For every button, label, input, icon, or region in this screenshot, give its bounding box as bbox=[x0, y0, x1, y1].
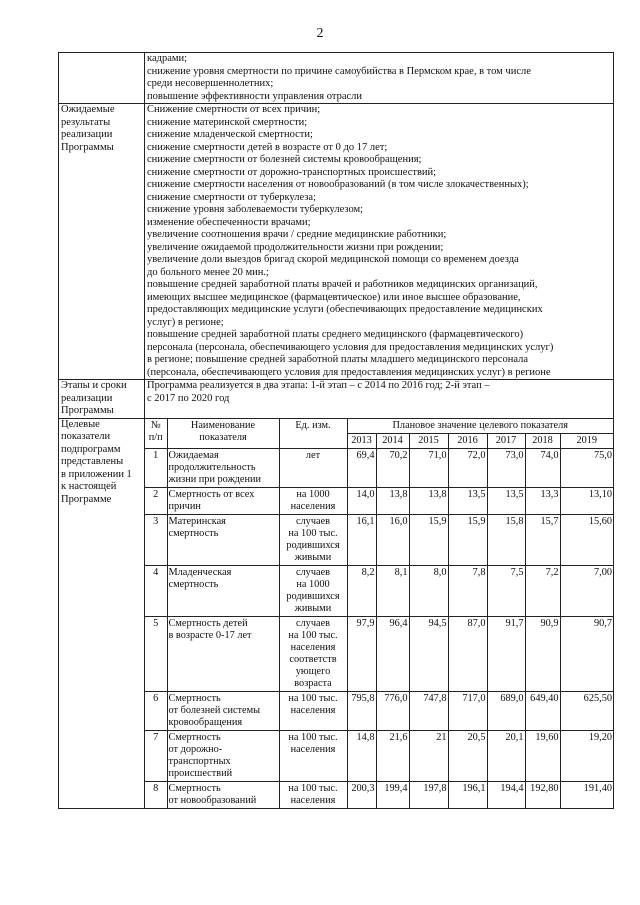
label-line: показатели bbox=[61, 431, 111, 442]
header-name-line: Наименование bbox=[190, 419, 256, 431]
target-value: 7,8 bbox=[448, 565, 487, 616]
target-value: 21 bbox=[409, 730, 448, 781]
target-value: 97,9 bbox=[347, 616, 376, 691]
target-value: 74,0 bbox=[525, 448, 560, 487]
row-number: 3 bbox=[145, 514, 167, 565]
target-value: 14,0 bbox=[347, 487, 376, 514]
target-value: 13,3 bbox=[525, 487, 560, 514]
label-line: Этапы и сроки bbox=[61, 380, 127, 391]
indicator-name-line: Смертность bbox=[168, 782, 221, 794]
expected-results-label bbox=[59, 104, 145, 380]
indicator-name bbox=[167, 730, 279, 781]
unit-line: населения bbox=[290, 794, 336, 806]
unit-of-measure bbox=[279, 616, 347, 691]
unit-line: на 100 тыс. bbox=[288, 527, 338, 539]
header-year: 2014 bbox=[376, 433, 409, 448]
stages-text bbox=[145, 380, 614, 419]
target-value: 21,6 bbox=[376, 730, 409, 781]
row-number: 8 bbox=[145, 781, 167, 808]
header-year: 2015 bbox=[409, 433, 448, 448]
target-value: 15,9 bbox=[409, 514, 448, 565]
header-year: 2013 bbox=[347, 433, 376, 448]
target-value: 13,5 bbox=[487, 487, 525, 514]
unit-line: населения bbox=[290, 500, 336, 512]
indicator-name-line: смертность bbox=[168, 578, 219, 590]
target-value: 625,50 bbox=[560, 691, 613, 730]
target-value: 19,60 bbox=[525, 730, 560, 781]
target-value: 72,0 bbox=[448, 448, 487, 487]
text-line: кадрами; bbox=[147, 53, 188, 64]
indicator-name bbox=[167, 448, 279, 487]
indicator-name-line: транспортных bbox=[168, 755, 231, 767]
target-value: 20,1 bbox=[487, 730, 525, 781]
target-value: 91,7 bbox=[487, 616, 525, 691]
target-value: 87,0 bbox=[448, 616, 487, 691]
indicator-name bbox=[167, 514, 279, 565]
header-no bbox=[145, 419, 167, 449]
target-value: 19,20 bbox=[560, 730, 613, 781]
unit-line: случаев bbox=[295, 515, 331, 527]
label-line: реализации bbox=[61, 129, 113, 140]
unit-line: населения bbox=[290, 704, 336, 716]
unit-line: родившихся bbox=[286, 590, 340, 602]
target-value: 13,8 bbox=[409, 487, 448, 514]
label-line: подпрограмм bbox=[61, 443, 121, 455]
header-year: 2019 bbox=[560, 433, 613, 448]
header-unit: Ед. изм. bbox=[279, 419, 347, 449]
header-year: 2017 bbox=[487, 433, 525, 448]
indicator-name bbox=[167, 565, 279, 616]
text-line: повышение средней заработной платы врачей и работников медицинских организаций, bbox=[147, 279, 538, 290]
target-value: 795,8 bbox=[347, 691, 376, 730]
indicator-name-line: Младенческая bbox=[168, 566, 232, 578]
unit-line: на 100 тыс. bbox=[288, 629, 338, 641]
header-no-line: № bbox=[150, 419, 161, 431]
unit-line: на 1000 bbox=[296, 488, 330, 500]
unit-line: ующего bbox=[295, 665, 331, 677]
target-value: 16,1 bbox=[347, 514, 376, 565]
label-line: Программе bbox=[61, 493, 112, 505]
indicator-name-line: жизни при рождении bbox=[168, 473, 262, 485]
text-line: снижение младенческой смертности; bbox=[147, 129, 313, 140]
target-value: 192,80 bbox=[525, 781, 560, 808]
unit-line: родившихся bbox=[286, 539, 340, 551]
label-line: к настоящей bbox=[61, 481, 117, 492]
unit-line: случаев bbox=[295, 617, 331, 629]
indicator-name bbox=[167, 616, 279, 691]
target-value: 70,2 bbox=[376, 448, 409, 487]
text-line: снижение смертности от дорожно-транспортных происшествий; bbox=[147, 166, 437, 178]
text-line: снижение смертности населения от новообразований (в том числе злокачественных); bbox=[147, 179, 529, 190]
program-passport-table bbox=[58, 52, 614, 809]
target-value: 73,0 bbox=[487, 448, 525, 487]
text-line: изменение обеспеченности врачами; bbox=[147, 216, 311, 228]
target-value: 75,0 bbox=[560, 448, 613, 487]
indicator-name-line: Ожидаемая bbox=[168, 449, 219, 461]
target-value: 13,8 bbox=[376, 487, 409, 514]
indicator-name-line: Смертность от всех bbox=[168, 488, 255, 500]
header-year: 2016 bbox=[448, 433, 487, 448]
indicator-name bbox=[167, 781, 279, 808]
indicator-name-line: Смертность bbox=[168, 692, 221, 704]
target-value: 20,5 bbox=[448, 730, 487, 781]
stages-label bbox=[59, 380, 145, 419]
text-line: услуг) в регионе; bbox=[147, 316, 224, 328]
label-line: результаты bbox=[61, 116, 111, 128]
unit-line: на 100 тыс. bbox=[288, 782, 338, 794]
label-line: Целевые bbox=[61, 418, 100, 430]
target-value: 776,0 bbox=[376, 691, 409, 730]
text-line: (персонала, обеспечивающего условия для предоставления медицинских услуг) в регионе bbox=[147, 366, 551, 378]
target-value: 71,0 bbox=[409, 448, 448, 487]
text-line: снижение материнской смертности; bbox=[147, 116, 308, 128]
unit-line: живыми bbox=[294, 551, 332, 563]
table-row bbox=[145, 448, 613, 487]
indicator-name-line: от болезней системы bbox=[168, 704, 261, 716]
table-row bbox=[145, 565, 613, 616]
header-year: 2018 bbox=[525, 433, 560, 448]
label-line: реализации bbox=[61, 392, 113, 404]
text-line: снижение смертности детей в возрасте от 0 до 17 лет; bbox=[147, 141, 388, 153]
unit-of-measure bbox=[279, 448, 347, 487]
targets-row bbox=[59, 418, 614, 808]
targets-label bbox=[59, 418, 145, 808]
table-row bbox=[145, 730, 613, 781]
text-line: снижение уровня смертности по причине самоубийства в Пермском крае, в том числе bbox=[147, 65, 531, 77]
row-number: 5 bbox=[145, 616, 167, 691]
text-line: увеличение соотношения врачи / средние медицинские работники; bbox=[147, 229, 447, 240]
table-row bbox=[145, 616, 613, 691]
top-section-label-cell bbox=[59, 53, 145, 104]
target-value: 69,4 bbox=[347, 448, 376, 487]
table-row bbox=[145, 781, 613, 808]
indicator-name-line: смертность bbox=[168, 527, 219, 539]
text-line: снижение смертности от болезней системы кровообращения; bbox=[147, 154, 422, 165]
text-line: имеющих высшее медицинское (фармацевтическое) или иное высшее образование, bbox=[147, 291, 521, 303]
text-line: увеличение ожидаемой продолжительности жизни при рождении; bbox=[147, 241, 444, 253]
unit-of-measure bbox=[279, 487, 347, 514]
target-value: 197,8 bbox=[409, 781, 448, 808]
stages-row bbox=[59, 380, 614, 419]
target-value: 199,4 bbox=[376, 781, 409, 808]
unit-of-measure bbox=[279, 565, 347, 616]
targets-table bbox=[145, 419, 613, 808]
unit-of-measure bbox=[279, 514, 347, 565]
target-value: 8,0 bbox=[409, 565, 448, 616]
label-line: представлены bbox=[61, 456, 124, 467]
text-line: в регионе; повышение средней заработной платы младшего медицинского персонала bbox=[147, 354, 528, 365]
text-line: снижение смертности от туберкулеза; bbox=[147, 191, 316, 203]
text-line: Снижение смертности от всех причин; bbox=[147, 104, 321, 115]
unit-of-measure bbox=[279, 781, 347, 808]
indicator-name-line: продолжительность bbox=[168, 461, 256, 473]
indicator-name-line: Смертность детей bbox=[168, 617, 248, 629]
table-row bbox=[145, 487, 613, 514]
expected-results-row bbox=[59, 104, 614, 380]
unit-of-measure bbox=[279, 730, 347, 781]
target-value: 196,1 bbox=[448, 781, 487, 808]
target-value: 15,60 bbox=[560, 514, 613, 565]
text-line: предоставляющих медицинские услуги (обеспечивающих предоставление медицинских bbox=[147, 304, 543, 315]
targets-table-cell bbox=[145, 418, 614, 808]
unit-line: случаев bbox=[295, 566, 331, 578]
indicator-name-line: Материнская bbox=[168, 515, 226, 527]
unit-line: на 100 тыс. bbox=[288, 731, 338, 743]
target-value: 747,8 bbox=[409, 691, 448, 730]
text-line: снижение уровня заболеваемости туберкулезом; bbox=[147, 204, 364, 215]
label-line: в приложении 1 bbox=[61, 468, 132, 480]
target-value: 191,40 bbox=[560, 781, 613, 808]
unit-line: соответств bbox=[289, 653, 337, 665]
indicator-name-line: причин bbox=[168, 500, 201, 512]
text-line: повышение эффективности управления отрасли bbox=[147, 90, 363, 102]
unit-line: живыми bbox=[294, 602, 332, 614]
label-line: Ожидаемые bbox=[61, 104, 115, 115]
unit-line: населения bbox=[290, 743, 336, 755]
target-value: 15,9 bbox=[448, 514, 487, 565]
target-value: 8,1 bbox=[376, 565, 409, 616]
target-value: 94,5 bbox=[409, 616, 448, 691]
text-line: Программа реализуется в два этапа: 1-й этап – с 2014 по 2016 год; 2-й этап – bbox=[147, 380, 490, 391]
row-number: 1 bbox=[145, 448, 167, 487]
indicator-name-line: кровообращения bbox=[168, 716, 243, 728]
unit-line: на 100 тыс. bbox=[288, 692, 338, 704]
targets-table-body bbox=[145, 419, 613, 808]
unit-line: на 1000 bbox=[296, 578, 330, 590]
expected-results-text bbox=[145, 104, 614, 380]
label-line: Программы bbox=[61, 405, 114, 416]
target-value: 689,0 bbox=[487, 691, 525, 730]
target-value: 13,5 bbox=[448, 487, 487, 514]
row-number: 6 bbox=[145, 691, 167, 730]
table-row bbox=[145, 514, 613, 565]
target-value: 96,4 bbox=[376, 616, 409, 691]
row-number: 2 bbox=[145, 487, 167, 514]
text-line: увеличение доли выездов бригад скорой медицинской помощи со временем доезда bbox=[147, 254, 519, 265]
target-value: 15,7 bbox=[525, 514, 560, 565]
header-planned: Плановое значение целевого показателя bbox=[347, 419, 613, 434]
target-value: 13,10 bbox=[560, 487, 613, 514]
target-value: 194,4 bbox=[487, 781, 525, 808]
text-line: среди несовершеннолетних; bbox=[147, 78, 274, 89]
target-value: 15,8 bbox=[487, 514, 525, 565]
target-value: 7,5 bbox=[487, 565, 525, 616]
unit-line: возраста bbox=[294, 677, 332, 689]
indicator-name-line: от дорожно- bbox=[168, 743, 223, 755]
target-value: 14,8 bbox=[347, 730, 376, 781]
indicator-name-line: от новообразований bbox=[168, 794, 257, 806]
unit-line: лет bbox=[305, 449, 321, 461]
indicator-name-line: происшествий bbox=[168, 767, 233, 779]
text-line: с 2017 по 2020 год bbox=[147, 392, 230, 404]
top-section-text bbox=[145, 53, 614, 104]
indicator-name-line: в возрасте 0-17 лет bbox=[168, 629, 252, 641]
target-value: 649,40 bbox=[525, 691, 560, 730]
table-row bbox=[145, 691, 613, 730]
target-value: 7,00 bbox=[560, 565, 613, 616]
indicator-name bbox=[167, 487, 279, 514]
table-header-row bbox=[145, 419, 613, 434]
text-line: повышение средней заработной платы среднего медицинского (фармацевтического) bbox=[147, 329, 524, 340]
header-no-line: п/п bbox=[148, 431, 163, 443]
target-value: 90,9 bbox=[525, 616, 560, 691]
indicator-name-line: Смертность bbox=[168, 731, 221, 743]
text-line: персонала (персонала, обеспечивающего условия для предоставления медицинских услуг) bbox=[147, 341, 554, 353]
target-value: 200,3 bbox=[347, 781, 376, 808]
target-value: 717,0 bbox=[448, 691, 487, 730]
header-name bbox=[167, 419, 279, 449]
page-number: 2 bbox=[316, 26, 324, 41]
indicator-name bbox=[167, 691, 279, 730]
header-name-line: показателя bbox=[199, 431, 247, 443]
label-line: Программы bbox=[61, 141, 114, 153]
target-value: 16,0 bbox=[376, 514, 409, 565]
target-value: 8,2 bbox=[347, 565, 376, 616]
text-line: до больного менее 20 мин.; bbox=[147, 266, 269, 278]
top-section-row bbox=[59, 53, 614, 104]
target-value: 90,7 bbox=[560, 616, 613, 691]
unit-of-measure bbox=[279, 691, 347, 730]
unit-line: населения bbox=[290, 641, 336, 653]
row-number: 4 bbox=[145, 565, 167, 616]
target-value: 7,2 bbox=[525, 565, 560, 616]
row-number: 7 bbox=[145, 730, 167, 781]
